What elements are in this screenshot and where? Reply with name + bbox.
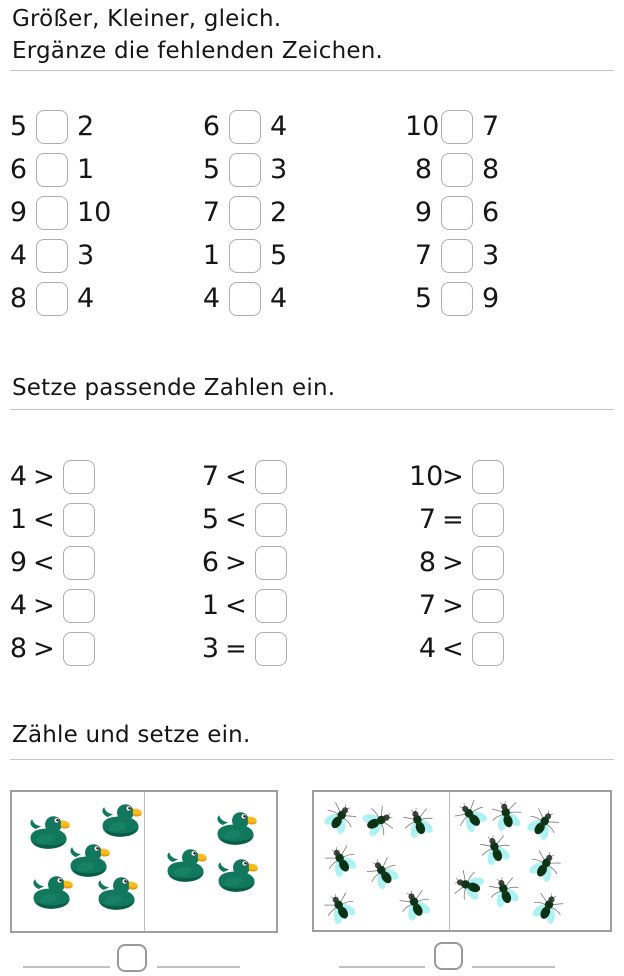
left-number: 6	[9, 154, 27, 185]
number-answer-box[interactable]	[255, 503, 287, 537]
operator: =	[225, 633, 247, 664]
signs-column-1	[0, 105, 111, 320]
answer-line[interactable]	[339, 966, 425, 968]
operator: >	[33, 461, 55, 492]
number-answer-box[interactable]	[472, 632, 504, 666]
right-number: 10	[77, 197, 112, 228]
number: 7	[201, 461, 219, 492]
right-number: 3	[482, 240, 500, 271]
number-answer-box[interactable]	[255, 546, 287, 580]
section-divider-rule	[10, 409, 614, 410]
fill-row	[0, 455, 95, 498]
sign-answer-box[interactable]	[36, 153, 68, 187]
sign-answer-box[interactable]	[441, 282, 473, 316]
fill-row	[192, 627, 287, 670]
right-number: 4	[77, 283, 95, 314]
fly-icon	[354, 799, 399, 844]
sign-answer-box[interactable]	[229, 196, 261, 230]
fill-row	[192, 584, 287, 627]
right-number: 2	[77, 111, 95, 142]
operator: =	[442, 504, 464, 535]
signs-column-3	[405, 105, 499, 320]
compare-row	[405, 277, 499, 320]
number: 10	[409, 461, 444, 492]
fly-icon	[319, 839, 365, 885]
left-number: 10	[405, 111, 440, 142]
sign-answer-box[interactable]	[441, 153, 473, 187]
fill-row	[0, 584, 95, 627]
duck-picture-panel	[10, 790, 278, 933]
number: 9	[9, 547, 27, 578]
section-signs-title	[12, 3, 383, 67]
number-answer-box[interactable]	[63, 589, 95, 623]
fill-row	[0, 498, 95, 541]
compare-row	[0, 191, 111, 234]
number-answer-box[interactable]	[63, 460, 95, 494]
fly-icon	[360, 850, 407, 897]
left-number: 5	[414, 283, 432, 314]
numbers-column-3	[409, 455, 504, 670]
right-number: 3	[77, 240, 95, 271]
operator: >	[442, 547, 464, 578]
right-number: 3	[270, 154, 288, 185]
number-answer-box[interactable]	[472, 460, 504, 494]
number: 7	[418, 504, 436, 535]
left-number: 5	[202, 154, 220, 185]
number: 4	[9, 590, 27, 621]
numbers-column-1	[0, 455, 95, 670]
number: 8	[418, 547, 436, 578]
fly-icon	[318, 886, 364, 932]
title-line-1: Größer, Kleiner, gleich.	[12, 6, 282, 32]
right-number: 7	[482, 111, 500, 142]
fly-icon	[521, 844, 567, 890]
number-answer-box[interactable]	[63, 546, 95, 580]
sign-answer-box[interactable]	[441, 196, 473, 230]
answer-line[interactable]	[472, 966, 555, 968]
operator: <	[442, 633, 464, 664]
operator: <	[225, 590, 247, 621]
answer-line[interactable]	[23, 966, 110, 968]
number-answer-box[interactable]	[472, 589, 504, 623]
number: 1	[9, 504, 27, 535]
section-count-title: Zähle und setze ein.	[12, 722, 251, 748]
right-number: 6	[482, 197, 500, 228]
operator: >	[442, 461, 464, 492]
operator: <	[225, 504, 247, 535]
compare-row	[405, 234, 499, 277]
left-number: 5	[9, 111, 27, 142]
right-number: 4	[270, 283, 288, 314]
number-answer-box[interactable]	[255, 632, 287, 666]
fill-row	[409, 498, 504, 541]
right-number: 5	[270, 240, 288, 271]
compare-row	[0, 105, 111, 148]
compare-row	[0, 234, 111, 277]
sign-answer-box[interactable]	[441, 239, 473, 273]
answer-line[interactable]	[157, 966, 240, 968]
number: 4	[9, 461, 27, 492]
right-number: 2	[270, 197, 288, 228]
number-answer-box[interactable]	[255, 460, 287, 494]
operator: <	[33, 547, 55, 578]
left-number: 9	[9, 197, 27, 228]
sign-answer-box[interactable]	[229, 110, 261, 144]
number: 1	[201, 590, 219, 621]
fly-icon	[518, 801, 565, 848]
compare-row	[193, 234, 287, 277]
sign-answer-box[interactable]	[441, 110, 473, 144]
section-numbers-title: Setze passende Zahlen ein.	[12, 375, 336, 401]
number: 4	[418, 633, 436, 664]
fill-row	[192, 498, 287, 541]
number: 3	[201, 633, 219, 664]
compare-row	[405, 105, 499, 148]
fly-icon	[397, 802, 441, 846]
left-number: 4	[9, 240, 27, 271]
compare-row	[405, 148, 499, 191]
title-line-2: Ergänze die fehlenden Zeichen.	[12, 38, 383, 64]
fill-row	[409, 455, 504, 498]
right-number: 4	[270, 111, 288, 142]
compare-row	[405, 191, 499, 234]
fill-row	[409, 541, 504, 584]
left-number: 6	[202, 111, 220, 142]
left-number: 8	[9, 283, 27, 314]
number: 6	[201, 547, 219, 578]
fly-icon	[524, 886, 569, 931]
compare-row	[0, 277, 111, 320]
number-answer-box[interactable]	[472, 503, 504, 537]
duck-icon	[95, 875, 139, 912]
duck-icon	[27, 814, 71, 851]
operator: <	[225, 461, 247, 492]
section-divider-rule	[10, 759, 614, 760]
sign-answer-box[interactable]	[36, 239, 68, 273]
number-answer-box[interactable]	[472, 546, 504, 580]
fill-row	[409, 584, 504, 627]
compare-row	[193, 105, 287, 148]
right-number: 8	[482, 154, 500, 185]
left-number: 1	[202, 240, 220, 271]
fly-icon	[315, 795, 362, 842]
duck-icon	[164, 847, 208, 884]
signs-column-2	[193, 105, 287, 320]
numbers-column-2	[192, 455, 287, 670]
fill-row	[0, 541, 95, 584]
operator: >	[442, 590, 464, 621]
compare-row	[193, 277, 287, 320]
sign-answer-box[interactable]	[229, 282, 261, 316]
fly-icon	[474, 829, 518, 873]
number: 8	[9, 633, 27, 664]
duck-icon	[214, 810, 258, 847]
number: 7	[418, 590, 436, 621]
compare-row	[193, 148, 287, 191]
fill-row	[409, 627, 504, 670]
sign-answer-box[interactable]	[229, 153, 261, 187]
compare-row	[0, 148, 111, 191]
sign-answer-box[interactable]	[36, 196, 68, 230]
right-number: 9	[482, 283, 500, 314]
fill-row	[192, 541, 287, 584]
section-divider-rule	[10, 70, 614, 71]
count-answer-box[interactable]	[117, 944, 147, 972]
fly-picture-panel	[312, 790, 612, 932]
operator: >	[33, 633, 55, 664]
operator: >	[33, 590, 55, 621]
left-number: 7	[414, 240, 432, 271]
left-number: 8	[414, 154, 432, 185]
fill-row	[0, 627, 95, 670]
fly-icon	[393, 883, 438, 928]
sign-answer-box[interactable]	[36, 282, 68, 316]
compare-row	[193, 191, 287, 234]
number-answer-box[interactable]	[63, 632, 95, 666]
left-number: 7	[202, 197, 220, 228]
duck-icon	[99, 802, 143, 839]
operator: >	[225, 547, 247, 578]
duck-icon	[215, 857, 259, 894]
number-answer-box[interactable]	[255, 589, 287, 623]
sign-answer-box[interactable]	[36, 110, 68, 144]
number-answer-box[interactable]	[63, 503, 95, 537]
fill-row	[192, 455, 287, 498]
panel-divider	[144, 792, 145, 931]
sign-answer-box[interactable]	[229, 239, 261, 273]
number: 5	[201, 504, 219, 535]
operator: <	[33, 504, 55, 535]
count-answer-box[interactable]	[434, 942, 463, 970]
right-number: 1	[77, 154, 95, 185]
left-number: 4	[202, 283, 220, 314]
duck-icon	[30, 874, 74, 911]
left-number: 9	[414, 197, 432, 228]
